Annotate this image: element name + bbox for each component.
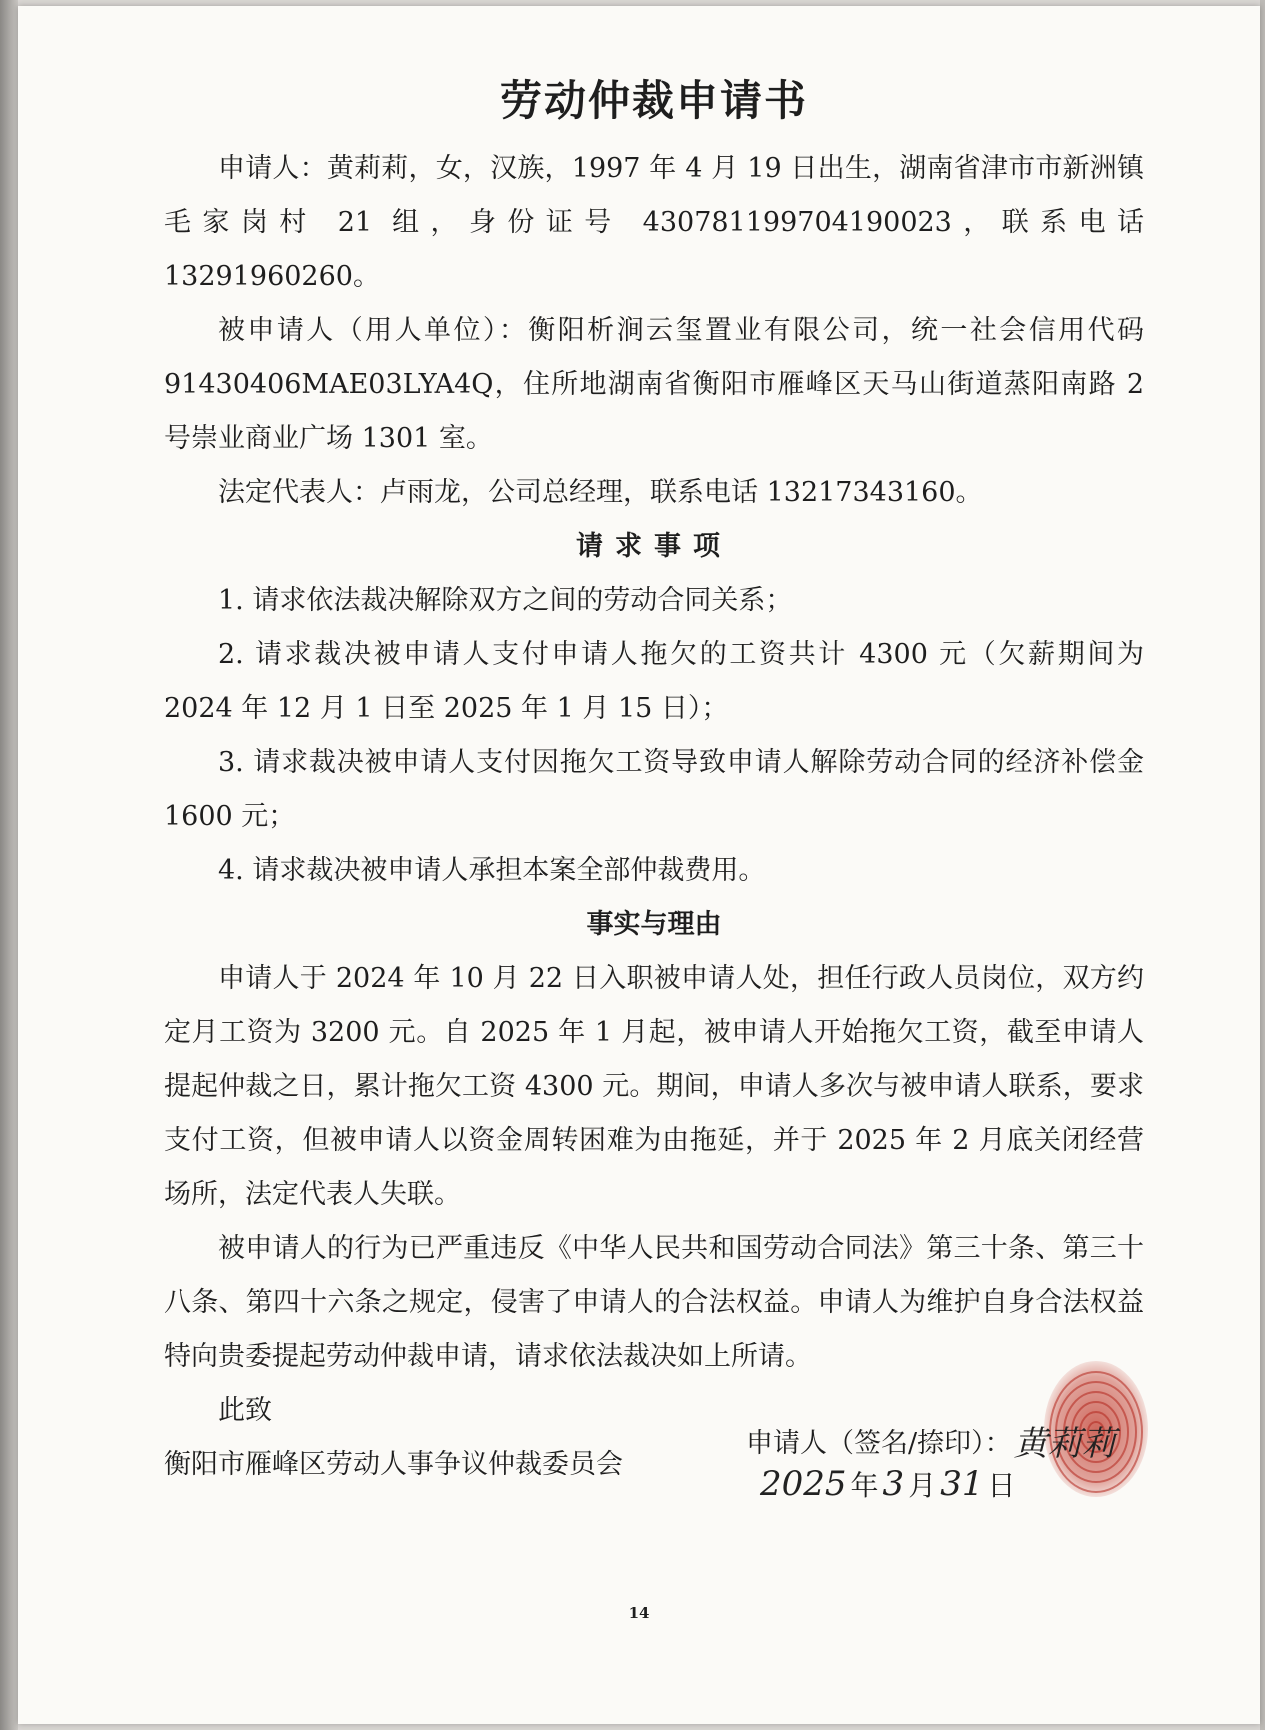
- respondent-info: 被申请人（用人单位）：衡阳析涧云玺置业有限公司，统一社会信用代码 91430406MAE03LYA4Q，住所地湖南省衡阳市雁峰区天马山街道蒸阳南路 2 号崇业商业广场 1301 室。: [164, 315, 1144, 454]
- date-day-unit: 日: [987, 1469, 1016, 1502]
- signature-block: [746, 1416, 1166, 1524]
- signature-date: [760, 1464, 1166, 1524]
- claim-item: 4. 请求裁决被申请人承担本案全部仲裁费用。: [218, 855, 766, 886]
- date-year: 2025: [760, 1464, 847, 1504]
- date-month-unit: 月: [908, 1469, 937, 1502]
- document-title: 劳动仲裁申请书: [499, 76, 808, 125]
- applicant-info: 申请人：黄莉莉，女，汉族，1997 年 4 月 19 日出生，湖南省津市市新洲镇毛家岗村 21 组，身份证号 430781199704190023，联系电话 13291960260。: [164, 153, 1144, 292]
- recipient: 衡阳市雁峰区劳动人事争议仲裁委员会: [164, 1449, 623, 1480]
- claim-item: 3. 请求裁决被申请人支付因拖欠工资导致申请人解除劳动合同的经济补偿金 1600 元；: [164, 747, 1144, 832]
- signature-line: [746, 1416, 1166, 1464]
- handwritten-signature: 黄莉莉: [1013, 1423, 1116, 1464]
- facts-heading: 事实与理由: [586, 909, 722, 940]
- claim-item: 2. 请求裁决被申请人支付申请人拖欠的工资共计 4300 元（欠薪期间为 2024 年 12 月 1 日至 2025 年 1 月 15 日）；: [164, 639, 1144, 724]
- date-month: 3: [882, 1464, 905, 1504]
- signature-label: 申请人（签名/捺印）：: [746, 1427, 1012, 1459]
- closing-phrase: 此致: [218, 1395, 272, 1426]
- claims-heading: 请求事项: [576, 531, 732, 562]
- page-number: 14: [628, 1604, 650, 1622]
- legal-representative: 法定代表人：卢雨龙，公司总经理，联系电话 13217343160。: [218, 477, 983, 508]
- scan-edge-shadow: [0, 0, 18, 1730]
- facts-paragraph: 申请人于 2024 年 10 月 22 日入职被申请人处，担任行政人员岗位，双方约定月工资为 3200 元。自 2025 年 1 月起，被申请人开始拖欠工资，截至申请人提起仲裁之日，累计拖欠工资 4300 元。期间，申请人多次与被申请人联系，要求支付工资，但被申请人以资金周转困难为由拖延，并于 2025 年 2 月底关闭经营场所，法定代表人失联。: [164, 963, 1144, 1210]
- date-day: 31: [940, 1464, 984, 1504]
- scan-right-strip: [1260, 0, 1265, 1730]
- date-year-unit: 年: [850, 1469, 879, 1502]
- facts-paragraph: 被申请人的行为已严重违反《中华人民共和国劳动合同法》第三十条、第三十八条、第四十六条之规定，侵害了申请人的合法权益。申请人为维护自身合法权益特向贵委提起劳动仲裁申请，请求依法裁决如上所请。: [164, 1233, 1144, 1372]
- document-body: [164, 68, 1144, 1492]
- document-page: [18, 6, 1260, 1724]
- claim-item: 1. 请求依法裁决解除双方之间的劳动合同关系；: [218, 585, 793, 616]
